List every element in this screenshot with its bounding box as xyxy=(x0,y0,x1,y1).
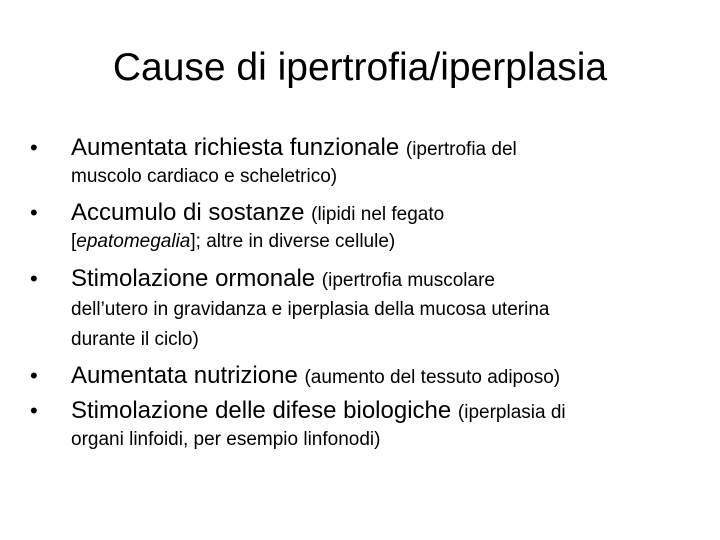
bullet-main-text: Accumulo di sostanze xyxy=(71,199,305,226)
bullet-dot: • xyxy=(30,200,38,225)
bullet-continuation: organi linfoidi, per esempio linfonodi) xyxy=(71,429,381,450)
continuation-post: ]; altre in diverse cellule) xyxy=(190,231,396,252)
bullet-continuation: dell’utero in gravidanza e iperplasia della mucosa uterina xyxy=(71,299,550,320)
bullet-dot: • xyxy=(30,363,38,388)
bullet-inline-detail: (aumento del tessuto adiposo) xyxy=(304,367,561,388)
bullet-text xyxy=(71,134,517,164)
bullet-text xyxy=(71,265,495,295)
continuation-pre: [ xyxy=(71,231,77,252)
slide-title: Cause di ipertrofia/iperplasia xyxy=(112,46,608,89)
bullet-main-text: Stimolazione ormonale xyxy=(71,265,316,292)
bullet-text xyxy=(71,397,566,427)
bullet-inline-detail: (ipertrofia muscolare xyxy=(321,270,495,291)
continuation-italic-term: epatomegalia xyxy=(76,231,191,252)
bullet-main-text: Aumentata richiesta funzionale xyxy=(71,134,400,161)
bullet-main-text: Aumentata nutrizione xyxy=(71,362,298,389)
bullet-inline-detail: (iperplasia di xyxy=(457,402,566,423)
bullet-continuation: muscolo cardiaco e scheletrico) xyxy=(71,166,338,187)
bullet-dot: • xyxy=(30,266,38,291)
bullet-inline-detail: (ipertrofia del xyxy=(405,139,517,160)
bullet-dot: • xyxy=(30,398,38,423)
bullet-inline-detail: (lipidi nel fegato xyxy=(311,204,445,225)
bullet-text xyxy=(71,199,444,229)
bullet-continuation xyxy=(71,229,395,255)
bullet-text xyxy=(71,362,560,392)
bullet-continuation: durante il ciclo) xyxy=(71,329,199,350)
bullet-main-text: Stimolazione delle difese biologiche xyxy=(71,397,452,424)
bullet-dot: • xyxy=(30,135,38,160)
